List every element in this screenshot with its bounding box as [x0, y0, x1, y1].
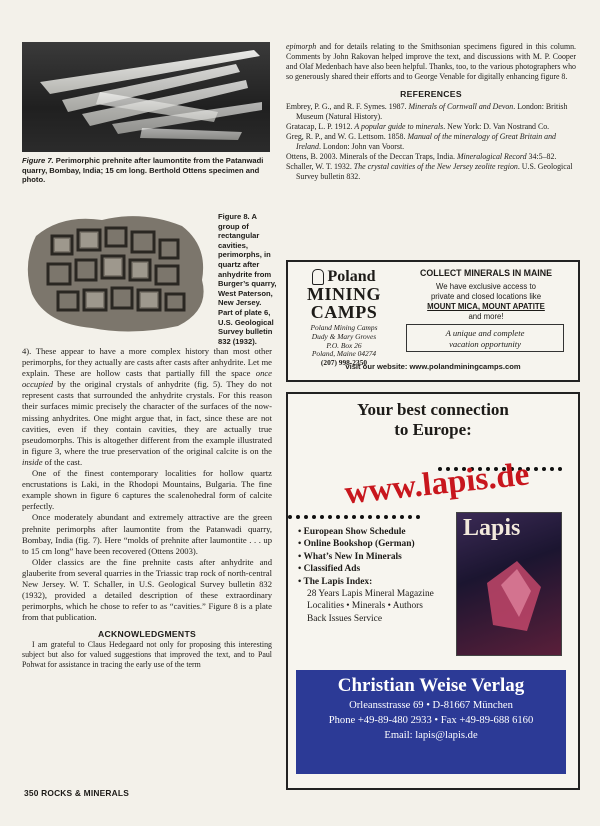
poland-ad-body: COLLECT MINERALS IN MAINE We have exclusive access to private and closed locations like MOUNT MICA, MOUNT APATITE and more!	[420, 268, 552, 321]
acknowledgments-heading: ACKNOWLEDGMENTS	[97, 629, 197, 640]
acknowledgments-continued: epimorph and for details relating to the Smithsonian specimens figured in this column. Comments by John Rakovan helped improve the text, and discussions with M. P. Cooper and Olaf Medenbach have also been helpful. Thanks, too, to the various photographers who so generously shared their efforts and to George Venable for digitally enhancing figure 8.	[286, 42, 576, 81]
page-footer: 350 ROCKS & MINERALS	[24, 788, 129, 798]
dot	[320, 515, 324, 519]
acknowledgments-text: I am grateful to Claus Hedegaard not only for proposing this interesting subject but also for valued suggestions that improved the text, and to Paul Pohwat for assistance in tracing the early use of the term	[22, 640, 272, 670]
figure-7-photo	[22, 42, 270, 152]
poland-logo: Poland MINING CAMPS	[307, 268, 381, 322]
figure-8-caption: Figure 8. A group of rectangular cavities, perimorphs, in quartz after anhydrite from Burger’s quarry, West Paterson, New Jersey. Part of plate 6, U.S. Geological Survey bulletin 832 (1932).	[218, 212, 277, 346]
paragraph: Older classics are the fine prehnite casts after anhydrite and glauberite from several quarries in the Triassic trap rock of north-central New Jersey. W. T. Schaller, in U.S. Geological Survey bulletin 832 (1932), provided a detailed description of these extraordinary perimorphs, which he chose to refer to as “cavities.” Figure 8 is a plate from that publication.	[22, 556, 272, 623]
dot	[384, 515, 388, 519]
poland-mining-camps-ad	[286, 260, 580, 382]
lapis-ad	[286, 392, 580, 790]
lapis-headline: Your best connection to Europe:	[357, 400, 509, 439]
left-column-text	[22, 346, 272, 670]
poland-address: Poland Mining Camps Dudy & Mary Groves P.O. Box 26 Poland, Maine 04274 (207) 998-2350	[310, 323, 378, 368]
figure-7-caption: Figure 7. Perimorphic prehnite after laumontite from the Patanwadi quarry, Bombay, India; 15 cm long. Berthold Ottens specimen and photo.	[22, 156, 264, 185]
email-link[interactable]: Email: lapis@lapis.de	[384, 730, 478, 741]
dot	[304, 515, 308, 519]
paragraph: One of the finest contemporary localities for hollow quartz encrustations is Laki, in the Rhodopi Mountains, Bulgaria. The fine example shown in figure 6 captures the scalenohedral form of calcite perfectly.	[22, 468, 272, 512]
dot-divider-bottom	[288, 506, 438, 514]
reference-item: Ottens, B. 2003. Minerals of the Deccan Traps, India. Mineralogical Record 34:5–82.	[286, 152, 557, 162]
dot	[400, 515, 404, 519]
dot	[344, 515, 348, 519]
right-column-text	[286, 42, 576, 182]
figure-7-label: Figure 7.	[22, 156, 54, 165]
dot	[376, 515, 380, 519]
dot	[336, 515, 340, 519]
lapis-url-link[interactable]: www.lapis.de	[342, 456, 531, 512]
dot	[296, 515, 300, 519]
references-heading: REFERENCES	[400, 89, 462, 99]
quartz-cavities-image	[22, 206, 214, 338]
reference-item: Gratacap, L. P. 1912. A popular guide to minerals. New York: D. Van Nostrand Co.	[286, 122, 550, 132]
dot	[408, 515, 412, 519]
dot	[416, 515, 420, 519]
dot	[360, 515, 364, 519]
poland-tagline-box: A unique and complete vacation opportunity	[406, 324, 564, 352]
paragraph: Once moderately abundant and extremely attractive are the green prehnite perimorphs after laumontite from the Patanwadi quarry, Bombay, India (fig. 7). Here “molds of prehnite after laumontite . . . up to 15 cm long” have been recovered (Ottens 2003).	[22, 512, 272, 556]
paragraph: 4). These appear to have a more complex history than most other perimorphs, for they actually are casts after casts after anhydrite. Let me explain. These are hollow casts that partially fill the space once occupied by the original crystals of anhydrite (fig. 5). They do not represent casts that surrounded the anhydrite crystals. For this reason their surfaces mimic precisely the character of the surfaces of the now-missing anhydrites. One might argue that, in fact, since these are not cavities, even if they contain cavities, they are actually true pseudomorphs. This is altogether different from the example illustrated in figure 3, where the true preservation of the original calcite is on the inside of the cast.	[22, 346, 272, 467]
crystal-cover-image	[457, 513, 561, 655]
dot	[352, 515, 356, 519]
dot	[392, 515, 396, 519]
lapis-magazine-cover: Lapis	[456, 512, 562, 656]
dot	[368, 515, 372, 519]
publisher-band: Christian Weise Verlag Orleansstrasse 69 • D-81667 München Phone +49-89-480 2933 • Fax +49-89-688 6160 Email: lapis@lapis.de	[296, 670, 566, 774]
dot	[328, 515, 332, 519]
pickaxe-icon	[312, 269, 324, 285]
poland-website-link[interactable]: visit our website: www.polandminingcamps.com	[345, 362, 521, 371]
prehnite-crystal-image	[22, 42, 270, 152]
reference-item: Schaller, W. T. 1932. The crystal cavities of the New Jersey zeolite region. U.S. Geological Survey bulletin 832.	[286, 162, 573, 182]
figure-8-photo	[22, 206, 214, 338]
reference-item: Greg, R. P., and W. G. Lettsom. 1858. Manual of the mineralogy of Great Britain and Ireland. London: John van Voorst.	[286, 132, 556, 152]
lapis-bullets: • European Show Schedule • Online Bookshop (German) • What’s New In Minerals • Classified Ads • The Lapis Index: 28 Years Lapis Mineral Magazine Localities • Minerals • Authors Back Issues Service	[298, 527, 434, 624]
dot	[288, 515, 292, 519]
references-list	[286, 102, 576, 182]
dot	[312, 515, 316, 519]
reference-item: Embrey, P. G., and R. F. Symes. 1987. Minerals of Cornwall and Devon. London: British Museum (Natural History).	[286, 102, 568, 122]
